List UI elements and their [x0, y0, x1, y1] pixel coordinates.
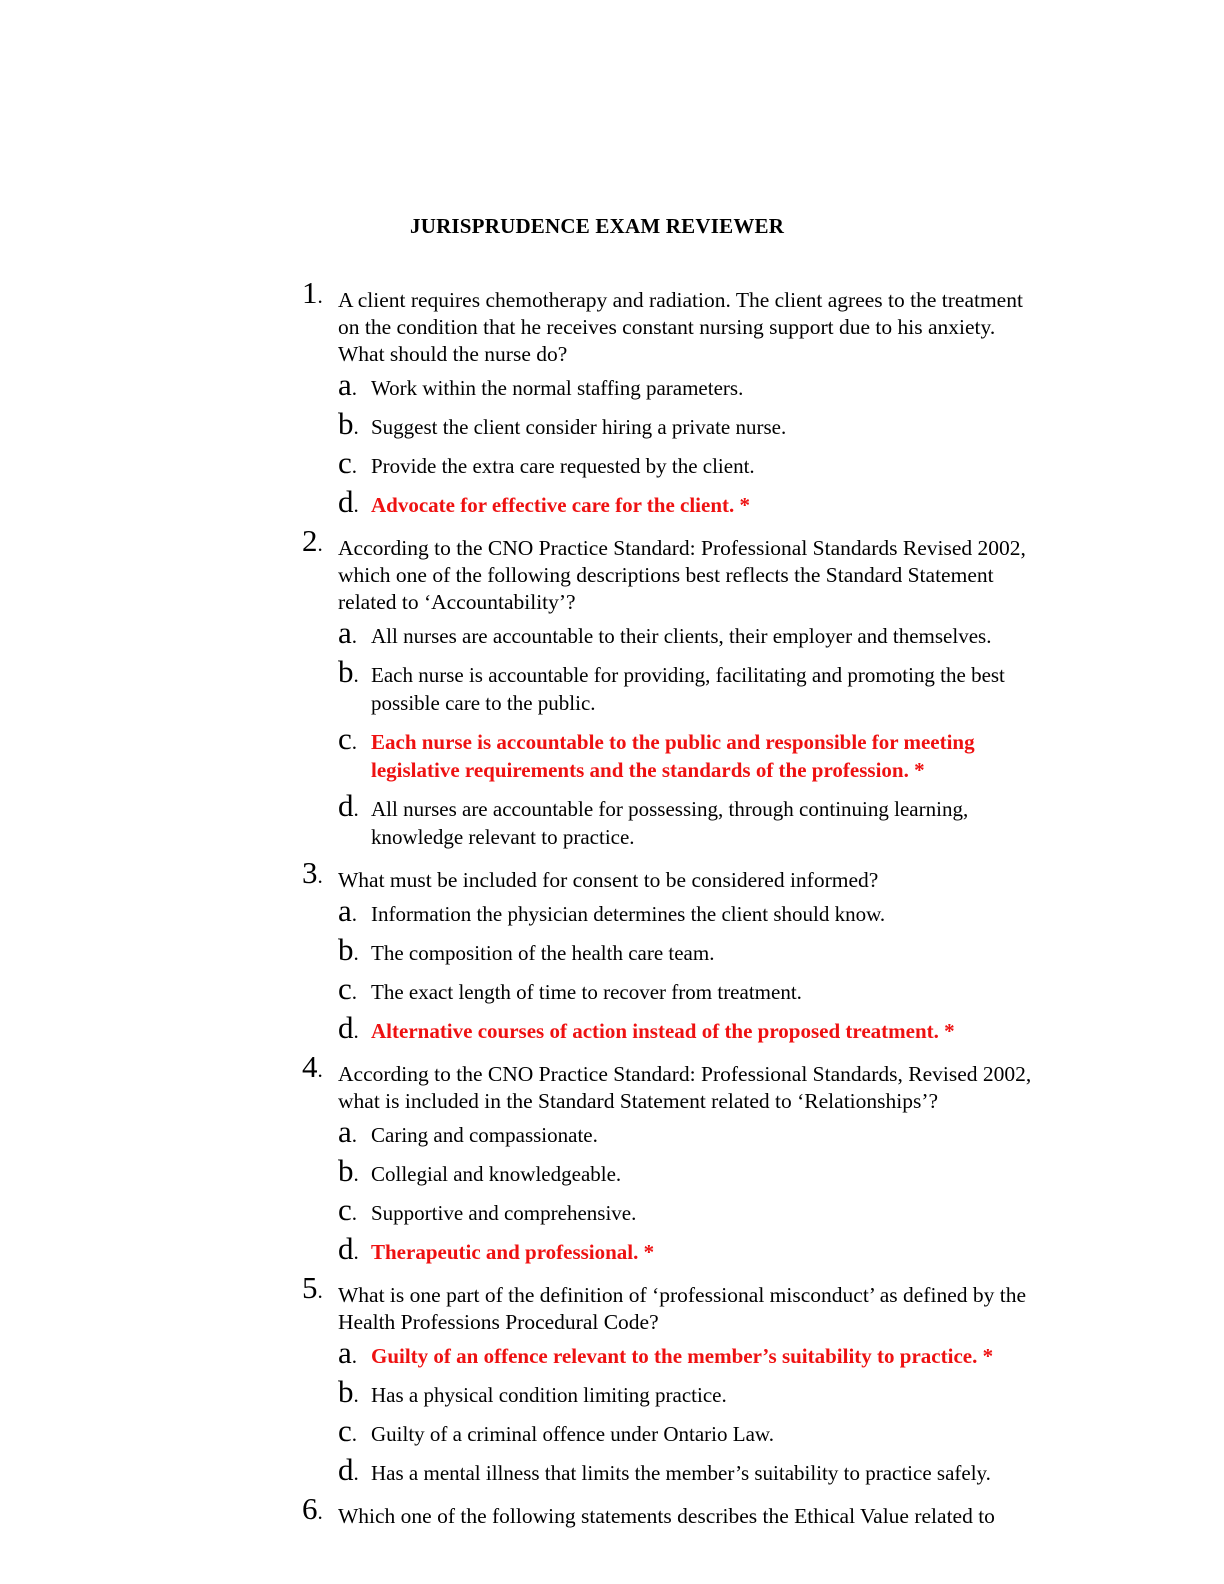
answer-option — [338, 1192, 1042, 1227]
answer-option-correct — [338, 1010, 1042, 1045]
option-text: Therapeutic and professional. * — [371, 1240, 655, 1264]
answer-option — [338, 788, 1042, 851]
answer-option — [338, 1374, 1042, 1409]
option-letter: a. — [338, 1335, 358, 1370]
option-letter: b. — [338, 932, 359, 967]
document-title: JURISPRUDENCE EXAM REVIEWER — [410, 214, 785, 238]
option-letter: a. — [338, 893, 358, 928]
answer-option-correct — [338, 721, 1042, 784]
question-number-value: 5 — [302, 1270, 318, 1305]
question-list — [302, 275, 1042, 1532]
option-letter-value: b — [338, 406, 354, 441]
answer-option — [338, 615, 1042, 650]
option-text: Has a mental illness that limits the member’s suitability to practice safely. — [371, 1461, 991, 1485]
option-letter: d. — [338, 788, 359, 823]
question-item — [302, 1270, 1042, 1487]
option-text: All nurses are accountable for possessing, through continuing learning, knowledge relevant to practice. — [371, 797, 969, 849]
option-text: Supportive and comprehensive. — [371, 1201, 637, 1225]
answer-option-correct — [338, 484, 1042, 519]
option-letter-value: d — [338, 1010, 354, 1045]
option-text: Work within the normal staffing parameters. — [371, 376, 744, 400]
question-number-value: 2 — [302, 523, 318, 558]
answer-option — [338, 406, 1042, 441]
answer-options — [338, 1335, 1042, 1487]
answer-option-correct — [338, 1335, 1042, 1370]
question-text: According to the CNO Practice Standard: Professional Standards Revised 2002, which one of the following descriptions best reflects the Standard Statement related to ‘Accountability’? — [338, 536, 1026, 614]
answer-options — [338, 615, 1042, 851]
option-letter: d. — [338, 1010, 359, 1045]
question-item — [302, 523, 1042, 851]
answer-option — [338, 1413, 1042, 1448]
answer-option — [338, 654, 1042, 717]
option-letter: d. — [338, 1231, 359, 1266]
question-number-value: 3 — [302, 855, 318, 890]
answer-option — [338, 932, 1042, 967]
option-letter-value: a — [338, 615, 352, 650]
option-letter-value: b — [338, 932, 354, 967]
answer-option — [338, 971, 1042, 1006]
question-number-value: 4 — [302, 1049, 318, 1084]
question-number: 4. — [302, 1049, 323, 1084]
answer-option — [338, 893, 1042, 928]
option-letter-value: a — [338, 893, 352, 928]
option-letter-value: b — [338, 1153, 354, 1188]
option-letter: b. — [338, 1153, 359, 1188]
option-text: Information the physician determines the client should know. — [371, 902, 886, 926]
option-text: Each nurse is accountable to the public and responsible for meeting legislative requirements and the standards of the profession. * — [371, 730, 975, 782]
answer-option — [338, 367, 1042, 402]
option-letter: c. — [338, 1192, 358, 1227]
option-letter: a. — [338, 1114, 358, 1149]
option-letter-value: a — [338, 367, 352, 402]
option-text: Has a physical condition limiting practice. — [371, 1383, 727, 1407]
option-letter: c. — [338, 445, 358, 480]
option-letter: b. — [338, 654, 359, 689]
option-text: Advocate for effective care for the client. * — [371, 493, 751, 517]
option-letter-value: c — [338, 1413, 352, 1448]
option-text: Provide the extra care requested by the client. — [371, 454, 755, 478]
option-letter: b. — [338, 406, 359, 441]
question-number-value: 6 — [302, 1491, 318, 1526]
question-item — [302, 275, 1042, 519]
question-number-value: 1 — [302, 275, 318, 310]
answer-options — [338, 367, 1042, 519]
option-text: The composition of the health care team. — [371, 941, 715, 965]
question-item — [302, 855, 1042, 1045]
answer-option — [338, 1153, 1042, 1188]
option-text: Collegial and knowledgeable. — [371, 1162, 622, 1186]
option-letter-value: b — [338, 654, 354, 689]
option-letter: a. — [338, 367, 358, 402]
option-letter-value: d — [338, 788, 354, 823]
option-letter-value: d — [338, 1452, 354, 1487]
answer-option — [338, 445, 1042, 480]
option-text: Alternative courses of action instead of the proposed treatment. * — [371, 1019, 955, 1043]
question-item — [302, 1491, 1042, 1530]
question-text: Which one of the following statements describes the Ethical Value related to — [338, 1504, 995, 1528]
option-text: Each nurse is accountable for providing, facilitating and promoting the best possible care to the public. — [371, 663, 1005, 715]
answer-option — [338, 1452, 1042, 1487]
option-letter-value: a — [338, 1114, 352, 1149]
option-letter-value: d — [338, 1231, 354, 1266]
option-text: All nurses are accountable to their clients, their employer and themselves. — [371, 624, 992, 648]
option-letter: d. — [338, 484, 359, 519]
question-number: 3. — [302, 855, 323, 890]
option-letter-value: a — [338, 1335, 352, 1370]
question-number: 6. — [302, 1491, 323, 1526]
option-text: Caring and compassionate. — [371, 1123, 598, 1147]
question-text: According to the CNO Practice Standard: Professional Standards, Revised 2002, what is included in the Standard Statement related to ‘Relationships’? — [338, 1062, 1032, 1113]
option-letter: c. — [338, 721, 358, 756]
option-letter-value: c — [338, 971, 352, 1006]
option-letter-value: c — [338, 445, 352, 480]
question-text: A client requires chemotherapy and radiation. The client agrees to the treatment on the condition that he receives constant nursing support due to his anxiety. What should the nurse do? — [338, 288, 1023, 366]
option-letter-value: b — [338, 1374, 354, 1409]
question-number: 5. — [302, 1270, 323, 1305]
option-text: Guilty of a criminal offence under Ontario Law. — [371, 1422, 774, 1446]
option-letter: a. — [338, 615, 358, 650]
question-number: 1. — [302, 275, 323, 310]
question-number: 2. — [302, 523, 323, 558]
option-letter-value: d — [338, 484, 354, 519]
option-letter: b. — [338, 1374, 359, 1409]
question-item — [302, 1049, 1042, 1266]
option-letter: c. — [338, 1413, 358, 1448]
answer-option-correct — [338, 1231, 1042, 1266]
answer-options — [338, 1114, 1042, 1266]
question-text: What must be included for consent to be considered informed? — [338, 868, 879, 892]
answer-option — [338, 1114, 1042, 1149]
option-letter-value: c — [338, 721, 352, 756]
option-text: The exact length of time to recover from treatment. — [371, 980, 802, 1004]
question-text: What is one part of the definition of ‘professional misconduct’ as defined by the Health Professions Procedural Code? — [338, 1283, 1026, 1334]
option-letter-value: c — [338, 1192, 352, 1227]
option-letter: d. — [338, 1452, 359, 1487]
option-letter: c. — [338, 971, 358, 1006]
option-text: Guilty of an offence relevant to the member’s suitability to practice. * — [371, 1344, 994, 1368]
answer-options — [338, 893, 1042, 1045]
option-text: Suggest the client consider hiring a private nurse. — [371, 415, 787, 439]
